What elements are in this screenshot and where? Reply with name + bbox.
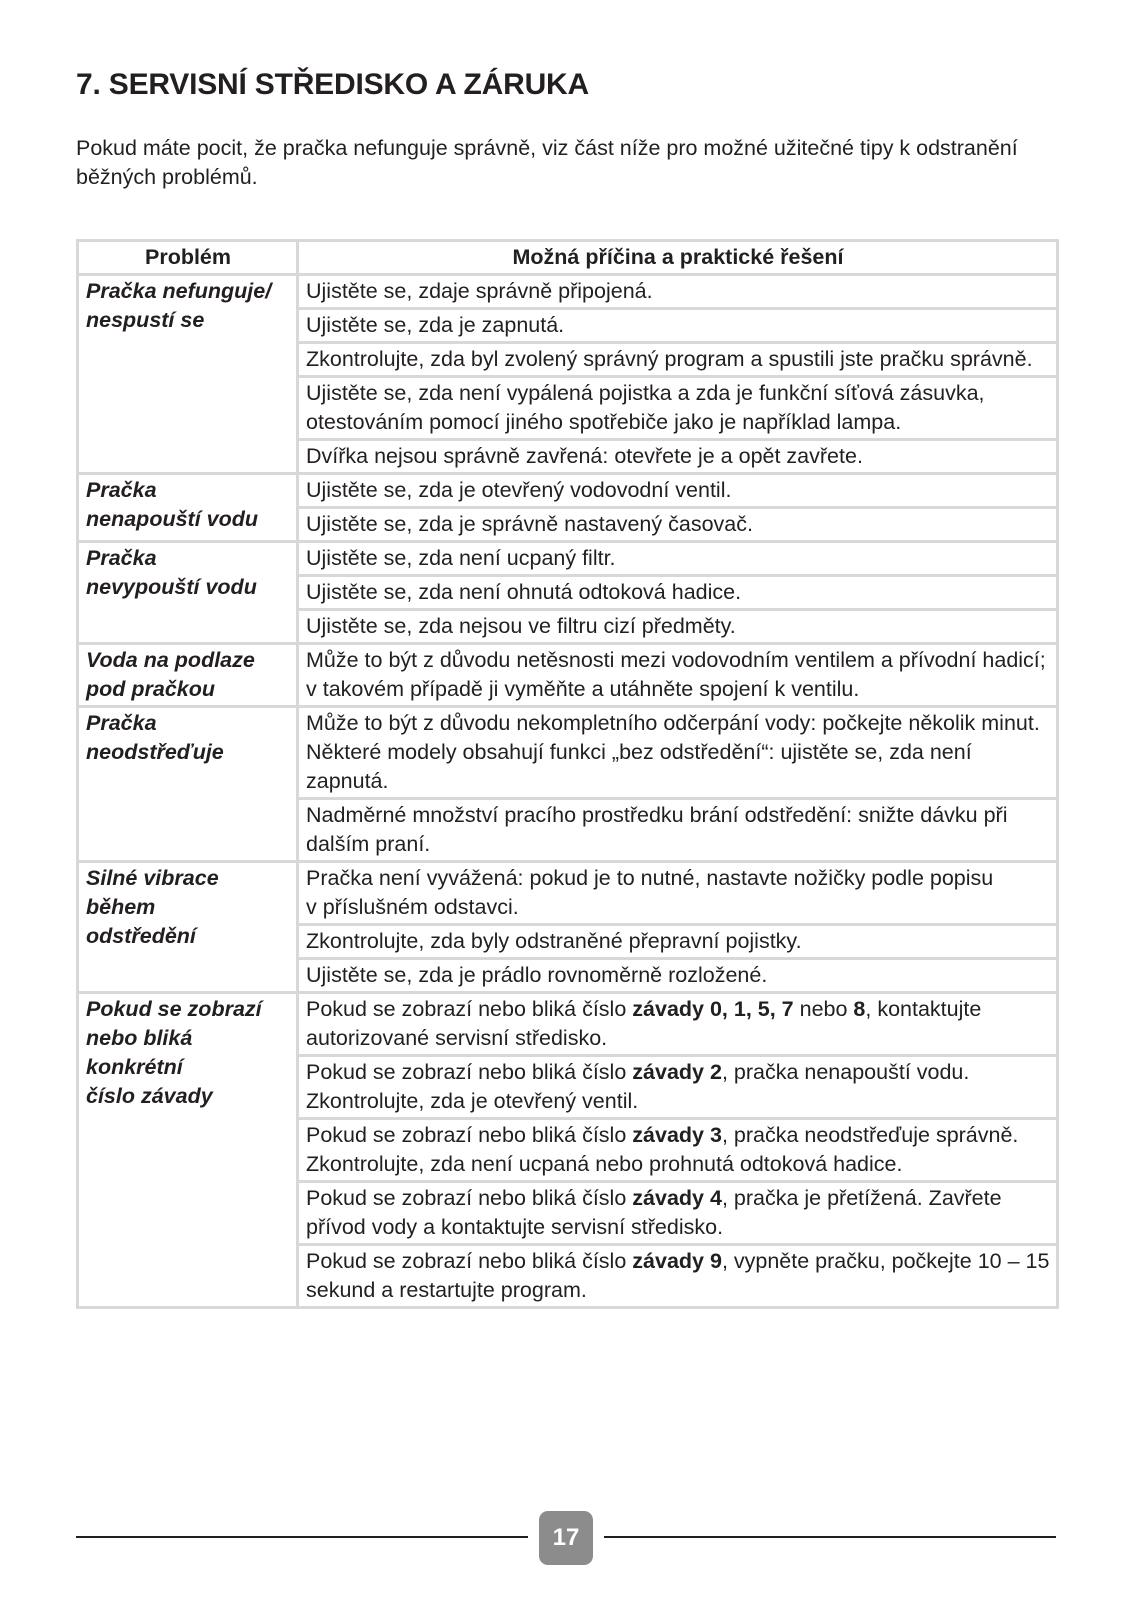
troubleshooting-table xyxy=(76,239,1059,1309)
problem-cell: Pračka nenapouští vodu xyxy=(78,474,298,542)
table-header-row xyxy=(78,241,1058,275)
solution-text: Pračka není vyvážená: pokud je to nutné, nastavte nožičky podle popisu v příslušném odstavci. xyxy=(306,866,994,919)
solution-cell xyxy=(298,1182,1058,1245)
error-code-text: závady 0, 1, 5, 7 xyxy=(632,997,794,1021)
solution-cell xyxy=(298,799,1058,862)
page-number-badge: 17 xyxy=(539,1511,593,1565)
solution-cell xyxy=(298,309,1058,343)
solution-text: , pračka neodstřeďuje správně. Zkontrolujte, zda není ucpaná nebo prohnutá odtoková hadice. xyxy=(306,1123,1019,1176)
solution-cell xyxy=(298,508,1058,542)
table-body xyxy=(78,275,1058,1308)
solution-text: Zkontrolujte, zda byly odstraněné přepravní pojistky. xyxy=(306,929,802,953)
table-row xyxy=(78,474,1058,508)
solution-text: , pračka nenapouští vodu. Zkontrolujte, zda je otevřený ventil. xyxy=(306,1060,970,1113)
error-code-text: 8 xyxy=(853,997,866,1021)
problem-cell: Pračka neodstřeďuje xyxy=(78,707,298,862)
solution-cell xyxy=(298,542,1058,576)
solution-cell xyxy=(298,959,1058,993)
solution-cell xyxy=(298,707,1058,799)
footer-rule-right xyxy=(604,1536,1056,1538)
problem-cell: Pokud se zobrazí nebo bliká konkrétní číslo závady xyxy=(78,993,298,1308)
solution-text: Ujistěte se, zda není ohnutá odtoková hadice. xyxy=(306,580,742,604)
solution-text: Ujistěte se, zda není ucpaný filtr. xyxy=(306,546,616,570)
solution-cell xyxy=(298,1056,1058,1119)
solution-text: Ujistěte se, zda je prádlo rovnoměrně rozložené. xyxy=(306,963,768,987)
problem-cell: Pračka nevypouští vodu xyxy=(78,542,298,644)
solution-text: Zkontrolujte, zda byl zvolený správný program a spustili jste pračku správně. xyxy=(306,347,1033,371)
table-row xyxy=(78,275,1058,309)
solution-cell xyxy=(298,474,1058,508)
solution-text: , vypněte pračku, počkejte 10 – 15 sekund a restartujte program. xyxy=(306,1249,1050,1302)
solution-text: Ujistěte se, zda je správně nastavený časovač. xyxy=(306,512,753,536)
table-row xyxy=(78,862,1058,925)
header-solution: Možná příčina a praktické řešení xyxy=(298,241,1058,275)
header-problem: Problém xyxy=(78,241,298,275)
solution-text: Pokud se zobrazí nebo bliká číslo xyxy=(306,1060,633,1084)
solution-cell xyxy=(298,925,1058,959)
solution-text: nebo xyxy=(793,997,854,1021)
solution-cell xyxy=(298,644,1058,707)
solution-text: Ujistěte se, zda nejsou ve filtru cizí předměty. xyxy=(306,614,736,638)
footer-rule-left xyxy=(76,1536,528,1538)
table-row xyxy=(78,993,1058,1056)
solution-text: Může to být z důvodu netěsnosti mezi vodovodním ventilem a přívodní hadicí; v takovém případě ji vyměňte a utáhněte spojení k ventilu. xyxy=(306,648,1046,701)
solution-cell xyxy=(298,1119,1058,1182)
table-row xyxy=(78,644,1058,707)
solution-cell xyxy=(298,862,1058,925)
solution-text: Pokud se zobrazí nebo bliká číslo xyxy=(306,1249,633,1273)
table-row xyxy=(78,542,1058,576)
page-title: 7. SERVISNÍ STŘEDISKO A ZÁRUKA xyxy=(76,68,589,101)
intro-paragraph: Pokud máte pocit, že pračka nefunguje správně, viz část níže pro možné užitečné tipy k odstranění běžných problémů. xyxy=(76,136,1018,189)
solution-cell xyxy=(298,993,1058,1056)
solution-text: Ujistěte se, zdaje správně připojená. xyxy=(306,279,653,303)
solution-text: Pokud se zobrazí nebo bliká číslo xyxy=(306,997,633,1021)
solution-text: Pokud se zobrazí nebo bliká číslo xyxy=(306,1186,633,1210)
problem-cell: Pračka nefunguje/ nespustí se xyxy=(78,275,298,474)
solution-cell xyxy=(298,576,1058,610)
problem-cell: Silné vibrace během odstředění xyxy=(78,862,298,993)
table-row xyxy=(78,707,1058,799)
solution-text: Dvířka nejsou správně zavřená: otevřete je a opět zavřete. xyxy=(306,444,863,468)
error-code-text: závady 4 xyxy=(632,1186,722,1210)
error-code-text: závady 2 xyxy=(632,1060,722,1084)
solution-cell xyxy=(298,377,1058,440)
error-code-text: závady 9 xyxy=(632,1249,722,1273)
solution-cell xyxy=(298,610,1058,644)
solution-text: Pokud se zobrazí nebo bliká číslo xyxy=(306,1123,633,1147)
problem-cell: Voda na podlaze pod pračkou xyxy=(78,644,298,707)
solution-text: Ujistěte se, zda není vypálená pojistka a zda je funkční síťová zásuvka, otestováním pomocí jiného spotřebiče jako je například lampa. xyxy=(306,381,985,434)
solution-text: Ujistěte se, zda je otevřený vodovodní ventil. xyxy=(306,478,732,502)
solution-text: Ujistěte se, zda je zapnutá. xyxy=(306,313,565,337)
solution-cell xyxy=(298,275,1058,309)
solution-text: Nadměrné množství pracího prostředku brání odstředění: snižte dávku při dalším praní. xyxy=(306,803,1008,856)
solution-text: , kontaktujte autorizované servisní středisko. xyxy=(306,997,982,1050)
solution-text: , pračka je přetížená. Zavřete přívod vody a kontaktujte servisní středisko. xyxy=(306,1186,1002,1239)
solution-cell xyxy=(298,1245,1058,1308)
solution-cell xyxy=(298,440,1058,474)
solution-cell xyxy=(298,343,1058,377)
error-code-text: závady 3 xyxy=(632,1123,722,1147)
solution-text: Může to být z důvodu nekompletního odčerpání vody: počkejte několik minut. Některé modely obsahují funkci „bez odstředění“: ujistěte se, zda není zapnutá. xyxy=(306,711,1040,793)
